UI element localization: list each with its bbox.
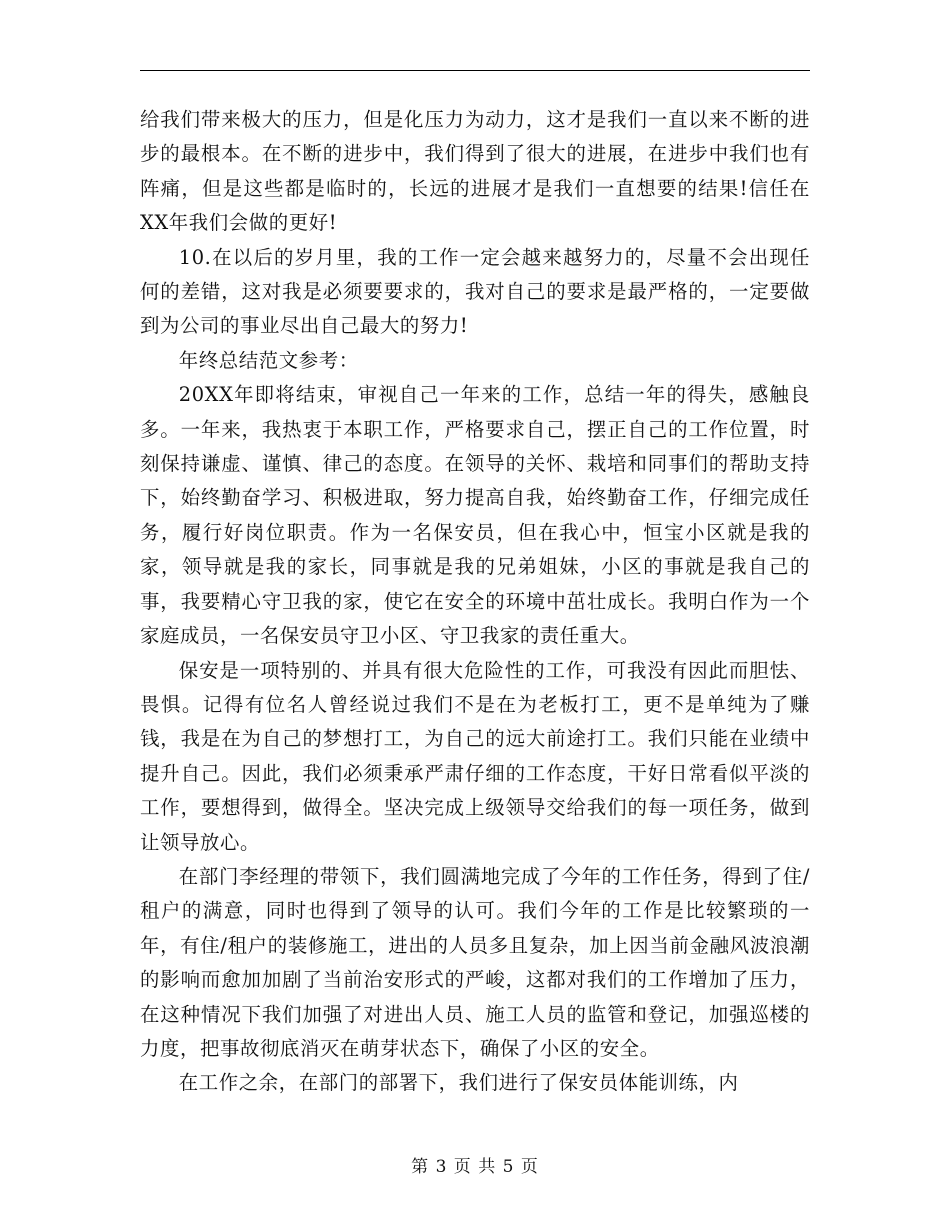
paragraph-1: 给我们带来极大的压力，但是化压力为动力，这才是我们一直以来不断的进步的最根本。在不断的进步中，我们得到了很大的进展，在进步中我们也有阵痛，但是这些都是临时的，长远的进展才是我们一直想要的结果!信任在XX年我们会做的更好! xyxy=(140,108,810,235)
paragraph-2: 10.在以后的岁月里，我的工作一定会越来越努力的，尽量不会出现任何的差错，这对我是必须要要求的，我对自己的要求是最严格的，一定要做到为公司的事业尽出自己最大的努力! xyxy=(140,245,810,338)
page-footer xyxy=(0,1152,950,1177)
paragraph-4: 20XX年即将结束，审视自己一年来的工作，总结一年的得失，感触良多。一年来，我热衷于本职工作，严格要求自己，摆正自己的工作位置，时刻保持谦虚、谨慎、律己的态度。在领导的关怀、栽培和同事们的帮助支持下，始终勤奋学习、积极进取，努力提高自我，始终勤奋工作，仔细完成任务，履行好岗位职责。作为一名保安员，但在我心中，恒宝小区就是我的家，领导就是我的家长，同事就是我的兄弟姐妹，小区的事就是我自己的事，我要精心守卫我的家，使它在安全的环境中茁壮成长。我明白作为一个家庭成员，一名保安员守卫小区、守卫我家的责任重大。 xyxy=(140,383,810,648)
paragraph-7: 在工作之余，在部门的部署下，我们进行了保安员体能训练，内 xyxy=(178,1071,739,1095)
paragraph-6: 在部门李经理的带领下，我们圆满地完成了今年的工作任务，得到了住/租户的满意，同时也得到了领导的认可。我们今年的工作是比较繁琐的一年，有住/租户的装修施工，进出的人员多且复杂，加上因当前金融风波浪潮的影响而愈加加剧了当前治安形式的严峻，这都对我们的工作增加了压力，在这种情况下我们加强了对进出人员、施工人员的监管和登记，加强巡楼的力度，把事故彻底消灭在萌芽状态下，确保了小区的安全。 xyxy=(140,864,810,1060)
paragraph-3: 年终总结范文参考： xyxy=(178,348,359,372)
paragraph-5: 保安是一项特别的、并具有很大危险性的工作，可我没有因此而胆怯、畏惧。记得有位名人曾经说过我们不是在为老板打工，更不是单纯为了赚钱，我是在为自己的梦想打工，为自己的远大前途打工。我们只能在业绩中提升自己。因此，我们必须秉承严肃仔细的工作态度，干好日常看似平淡的工作，要想得到，做得全。坚决完成上级领导交给我们的每一项任务，做到让领导放心。 xyxy=(140,658,810,854)
page-number-label: 第 3 页 共 5 页 xyxy=(411,1157,539,1177)
header-rule xyxy=(140,70,810,71)
document-body xyxy=(140,103,810,1101)
